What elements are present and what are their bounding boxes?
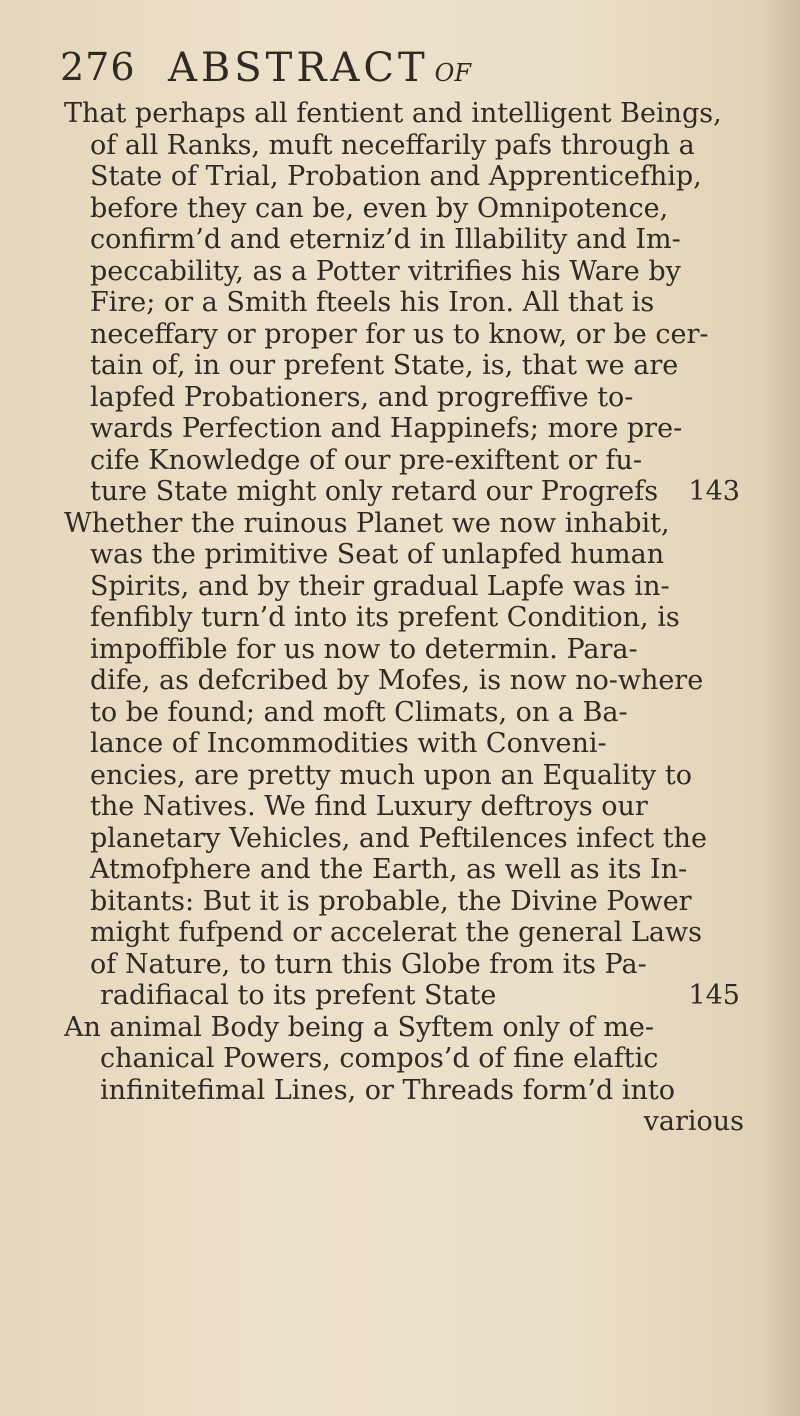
running-title-of: of xyxy=(434,50,471,90)
text-line xyxy=(64,697,744,729)
line-text: before they can be, even by Omnipotence, xyxy=(90,192,669,224)
line-text: peccability, as a Potter vitrifies his Ware by xyxy=(90,255,681,287)
text-line xyxy=(64,980,744,1012)
line-text: planetary Vehicles, and Peftilences infect the xyxy=(90,822,707,854)
text-line xyxy=(64,224,744,256)
line-text: Atmofphere and the Earth, as well as its In- xyxy=(90,854,688,885)
text-line xyxy=(64,98,744,130)
section-number: 143 xyxy=(688,476,740,507)
line-text: impoffible for us now to determin. Para- xyxy=(90,633,638,665)
text-line xyxy=(64,760,744,792)
text-line xyxy=(64,854,744,886)
text-line xyxy=(64,571,744,603)
line-text: cife Knowledge of our pre-exiftent or fu- xyxy=(90,444,642,476)
line-text: confirm’d and eterniz’d in Illability and Im- xyxy=(90,224,681,255)
line-text: was the primitive Seat of unlapfed human xyxy=(90,539,665,570)
text-line xyxy=(64,256,744,288)
text-line xyxy=(64,823,744,855)
line-text: the Natives. We find Luxury deftroys our xyxy=(90,791,648,822)
body-text xyxy=(64,98,744,1138)
section-number: 145 xyxy=(688,980,740,1011)
text-line xyxy=(64,917,744,949)
line-text: to be found; and moft Climats, on a Ba- xyxy=(90,696,628,728)
text-line xyxy=(64,728,744,760)
text-line xyxy=(64,287,744,319)
line-text: neceffary or proper for us to know, or be cer- xyxy=(90,318,709,350)
line-text: lance of Incommodities with Conveni- xyxy=(90,728,607,759)
text-line xyxy=(64,508,744,540)
text-line xyxy=(64,193,744,225)
text-line xyxy=(64,602,744,634)
text-line xyxy=(64,1012,744,1044)
line-text: Whether the ruinous Planet we now inhabit, xyxy=(64,507,670,539)
text-line xyxy=(64,1075,744,1107)
line-text: ture State might only retard our Progrefs xyxy=(90,476,659,507)
line-text: of Nature, to turn this Globe from its Pa- xyxy=(90,948,647,980)
line-text: fenfibly turn’d into its prefent Condition, is xyxy=(90,602,680,633)
line-text: infinitefimal Lines, or Threads form’d into xyxy=(100,1074,675,1106)
line-text: wards Perfection and Happinefs; more pre- xyxy=(90,413,683,444)
text-line xyxy=(64,161,744,193)
line-text: lapfed Probationers, and progreffive to- xyxy=(90,381,634,413)
line-text: radifiacal to its prefent State xyxy=(100,980,497,1011)
line-text: That perhaps all fentient and intelligent Beings, xyxy=(64,98,722,129)
text-line xyxy=(64,350,744,382)
line-text: encies, are pretty much upon an Equality to xyxy=(90,759,692,791)
text-line xyxy=(64,319,744,351)
text-line xyxy=(64,791,744,823)
running-title-main: ABSTRACT xyxy=(168,45,429,91)
running-title xyxy=(168,45,471,91)
line-text: Fire; or a Smith fteels his Iron. All that is xyxy=(90,287,655,318)
page-number: 276 xyxy=(60,45,136,89)
page-header xyxy=(60,45,740,95)
text-line xyxy=(64,634,744,666)
line-text: dife, as defcribed by Mofes, is now no-where xyxy=(90,665,704,696)
text-line xyxy=(64,949,744,981)
text-line xyxy=(64,886,744,918)
text-line xyxy=(64,445,744,477)
line-text: An animal Body being a Syftem only of me- xyxy=(64,1011,654,1043)
line-text: might fufpend or accelerat the general Laws xyxy=(90,917,702,948)
page-edge-shadow xyxy=(760,0,800,1416)
text-line xyxy=(64,476,744,508)
line-text: tain of, in our prefent State, is, that we are xyxy=(90,350,679,381)
text-line xyxy=(64,1043,744,1075)
text-line xyxy=(64,413,744,445)
line-text: State of Trial, Probation and Apprenticefhip, xyxy=(90,161,702,192)
line-text: chanical Powers, compos’d of fine elaftic xyxy=(100,1043,659,1074)
line-text: of all Ranks, muft neceffarily pafs through a xyxy=(90,129,695,161)
catchword: various xyxy=(643,1106,744,1137)
text-line xyxy=(64,539,744,571)
text-line xyxy=(64,382,744,414)
text-line xyxy=(64,1106,744,1138)
line-text: bitants: But it is probable, the Divine Power xyxy=(90,885,692,917)
line-text: Spirits, and by their gradual Lapfe was in- xyxy=(90,570,670,602)
text-line xyxy=(64,130,744,162)
text-line xyxy=(64,665,744,697)
